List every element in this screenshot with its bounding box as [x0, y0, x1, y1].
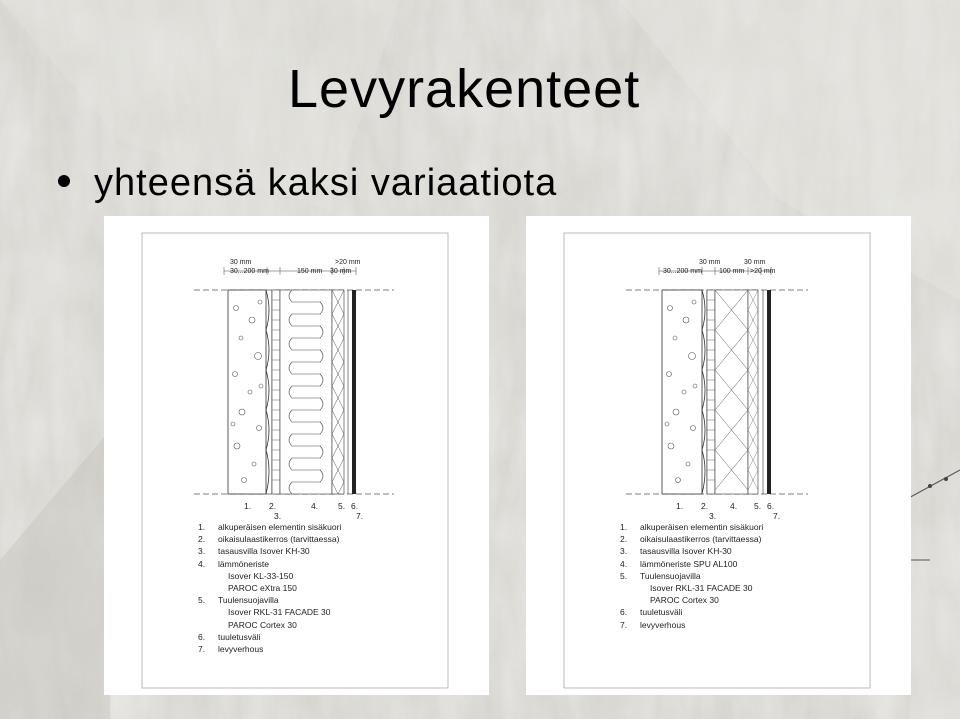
- layer-number: 7.: [773, 511, 781, 521]
- dim-label-bottom-2: 100 mm: [719, 268, 745, 275]
- bullet-text: yhteensä kaksi variaatiota: [94, 162, 558, 204]
- right-legend: [620, 521, 820, 631]
- dim-label-bottom-1: 30...200 mm: [230, 268, 269, 275]
- legend-row: 6. tuuletusväli: [620, 607, 683, 618]
- layer-number: 1.: [676, 501, 684, 511]
- legend-row: 1. alkuperäisen elementin sisäkuori: [198, 522, 342, 532]
- layer-number: 2.: [269, 501, 277, 511]
- bullet-item: [58, 162, 557, 212]
- layer-number: 3.: [709, 511, 717, 521]
- layer-number: 1.: [244, 501, 252, 511]
- legend-row: Isover RKL-31 FACADE 30: [228, 607, 331, 618]
- right-wall-diagram-panel: [526, 216, 911, 695]
- legend-row: 5. Tuulensuojavilla: [620, 570, 701, 581]
- dim-label-bottom-3: 30 mm: [330, 268, 352, 275]
- layer-number: 6.: [767, 501, 775, 511]
- bullet-dot-icon: [58, 175, 70, 187]
- layer-number: 7.: [356, 511, 364, 521]
- legend-row: Isover KL-33-150: [228, 570, 294, 581]
- layer-number: 4.: [311, 501, 319, 511]
- left-wall-diagram-panel: [104, 216, 489, 695]
- legend-row: 7. levyverhous: [620, 619, 686, 630]
- legend-row: 3. tasausvilla Isover KH-30: [620, 546, 732, 557]
- legend-row: 2. oikaisulaastikerros (tarvittaessa): [620, 534, 762, 545]
- legend-row: 2. oikaisulaastikerros (tarvittaessa): [198, 534, 340, 545]
- legend-row: 4. lämmöneriste: [198, 558, 270, 569]
- legend-row: PAROC eXtra 150: [228, 582, 297, 593]
- dim-label-bottom-1: 30...200 mm: [663, 268, 702, 275]
- slide-title: Levyrakenteet: [288, 59, 641, 119]
- layer-number: 2.: [701, 501, 709, 511]
- legend-row: 3. tasausvilla Isover KH-30: [198, 546, 310, 557]
- dim-label-top-1: 30 mm: [230, 259, 252, 266]
- legend-row: 1. alkuperäisen elementin sisäkuori: [620, 522, 764, 532]
- legend-row: Isover RKL-31 FACADE 30: [650, 582, 753, 593]
- layer-number: 3.: [274, 511, 282, 521]
- legend-row: 6. tuuletusväli: [198, 631, 261, 642]
- layer-number: 5.: [754, 501, 762, 511]
- legend-row: 5. Tuulensuojavilla: [198, 595, 279, 606]
- left-legend: [198, 521, 398, 655]
- legend-row: 4. lämmöneriste SPU AL100: [620, 558, 738, 569]
- legend-row: PAROC Cortex 30: [650, 595, 719, 606]
- dim-label-top-1: 30 mm: [699, 259, 721, 266]
- legend-row: 7. levyverhous: [198, 643, 264, 654]
- dim-label-bottom-3: >20 mm: [750, 268, 776, 275]
- layer-number: 6.: [351, 501, 359, 511]
- dim-label-top-2: 30 mm: [744, 259, 766, 266]
- dim-label-top-2: >20 mm: [335, 259, 361, 266]
- layer-number: 4.: [730, 501, 738, 511]
- legend-row: PAROC Cortex 30: [228, 619, 297, 630]
- layer-number: 5.: [338, 501, 346, 511]
- dim-label-bottom-2: 150 mm: [297, 268, 323, 275]
